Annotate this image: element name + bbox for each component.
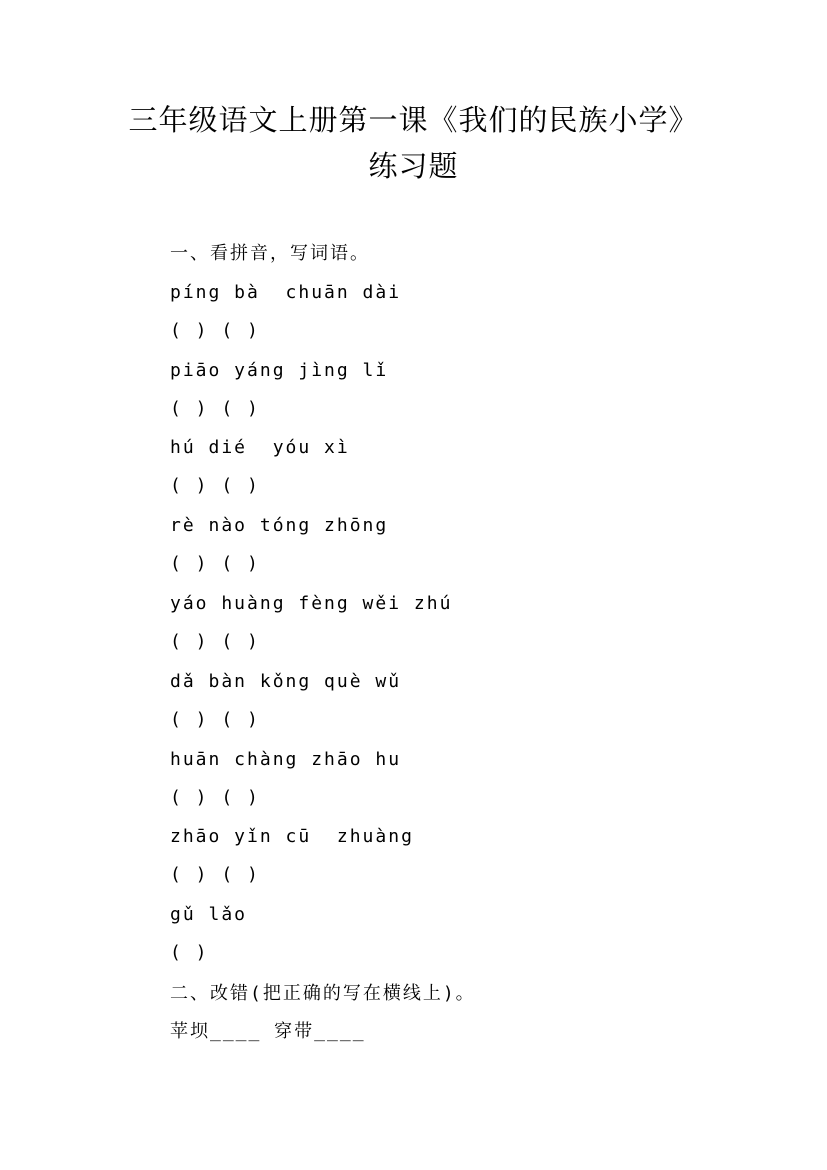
pinyin-line-6: dǎ bàn kǒng què wǔ: [170, 671, 402, 692]
page-title-line-2: 练习题: [368, 149, 459, 183]
answer-blanks-6: ( ) ( ): [170, 709, 260, 730]
pinyin-line-2: piāo yáng jìng lǐ: [170, 360, 389, 381]
correction-line: 苹坝____ 穿带____: [170, 1021, 366, 1042]
page-title-line-1: 三年级语文上册第一课《我们的民族小学》: [128, 103, 699, 137]
pinyin-line-3: hú dié yóu xì: [170, 437, 350, 458]
pinyin-line-7: huān chàng zhāo hu: [170, 749, 402, 770]
pinyin-line-8: zhāo yǐn cū zhuàng: [170, 826, 414, 847]
answer-blanks-8: ( ) ( ): [170, 864, 260, 885]
section-2-heading: 二、改错(把正确的写在横线上)。: [170, 983, 476, 1004]
pinyin-line-5: yáo huàng fèng wěi zhú: [170, 593, 453, 614]
answer-blanks-1: ( ) ( ): [170, 320, 260, 341]
answer-blanks-4: ( ) ( ): [170, 553, 260, 574]
pinyin-line-4: rè nào tóng zhōng: [170, 515, 389, 536]
answer-blanks-7: ( ) ( ): [170, 787, 260, 808]
answer-blanks-2: ( ) ( ): [170, 398, 260, 419]
answer-blanks-3: ( ) ( ): [170, 475, 260, 496]
pinyin-line-9: gǔ lǎo: [170, 904, 248, 925]
answer-blanks-5: ( ) ( ): [170, 631, 260, 652]
section-1-heading: 一、看拼音，写词语。: [170, 243, 370, 264]
answer-blanks-9: ( ): [170, 942, 209, 963]
pinyin-line-1: píng bà chuān dài: [170, 282, 402, 303]
